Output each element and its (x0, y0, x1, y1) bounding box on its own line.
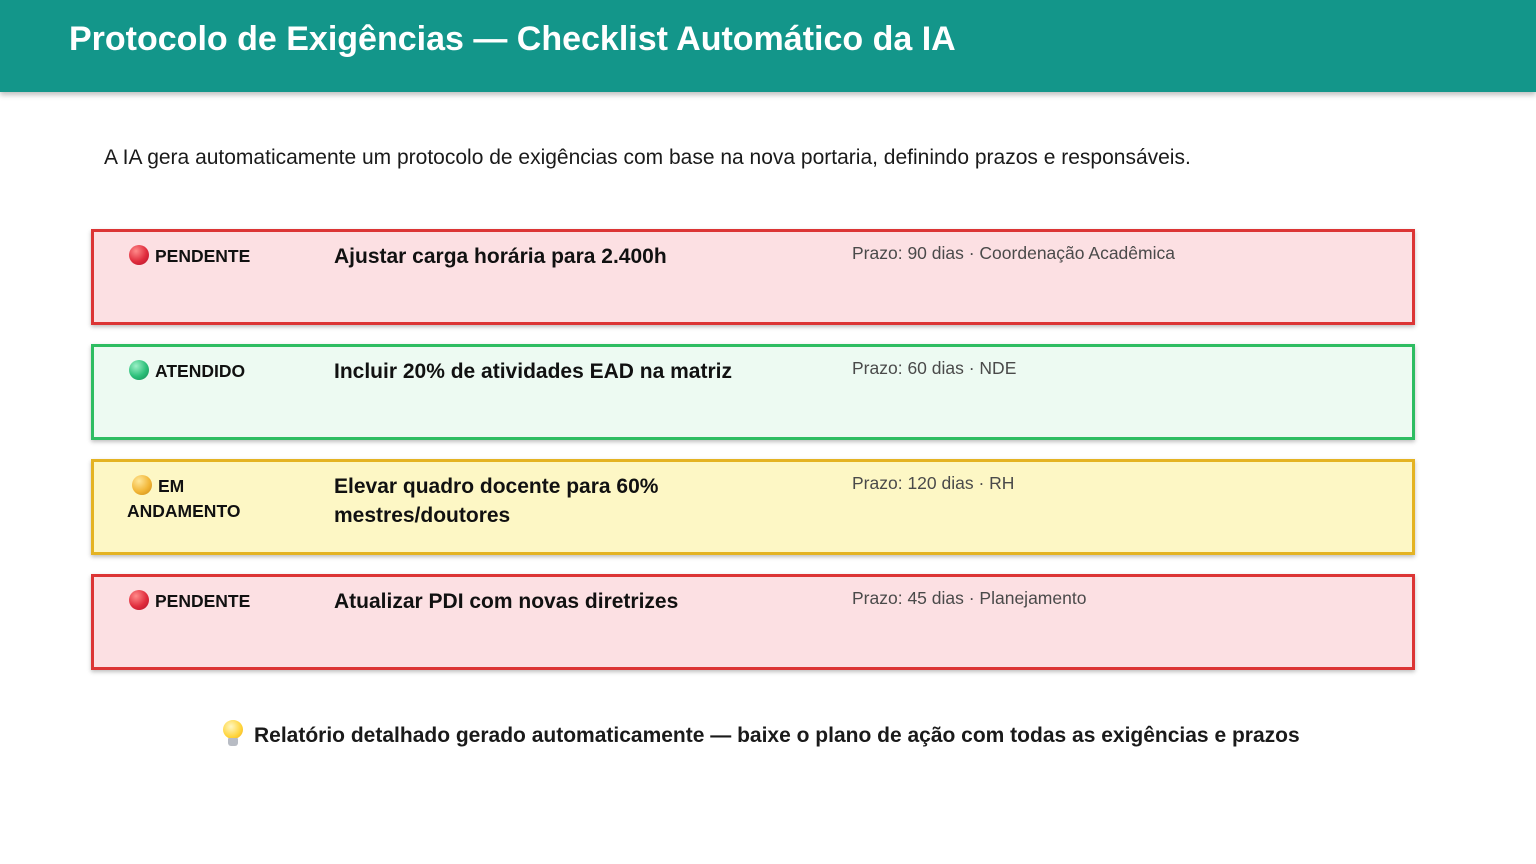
status-badge (129, 589, 299, 614)
lightbulb-icon (222, 720, 244, 748)
footer-note (222, 720, 1300, 748)
checklist-item-3[interactable] (91, 459, 1415, 555)
status-badge (129, 359, 299, 384)
task-title: Incluir 20% de atividades EAD na matriz (334, 360, 732, 383)
checklist-item-4[interactable] (91, 574, 1415, 670)
task-deadline-owner: Prazo: 120 dias · RH (852, 473, 1015, 493)
page-header (0, 0, 1536, 92)
checklist-item-1[interactable] (91, 229, 1415, 325)
red-status-icon (129, 590, 149, 610)
footer-text: Relatório detalhado gerado automaticamente — baixe o plano de ação com todas as exigências e prazos (254, 724, 1300, 747)
checklist-item-2[interactable] (91, 344, 1415, 440)
task-title: Elevar quadro docente para 60% mestres/doutores (334, 475, 659, 527)
intro-text: A IA gera automaticamente um protocolo de exigências com base na nova portaria, definindo prazos e responsáveis. (104, 146, 1191, 169)
status-badge (129, 244, 299, 269)
red-status-icon (129, 245, 149, 265)
task-title: Ajustar carga horária para 2.400h (334, 245, 667, 268)
status-badge (127, 474, 277, 524)
task-title: Atualizar PDI com novas diretrizes (334, 590, 679, 613)
task-deadline-owner: Prazo: 45 dias · Planejamento (852, 588, 1087, 608)
status-label: PENDENTE (155, 591, 251, 611)
status-label: PENDENTE (155, 246, 251, 266)
yellow-status-icon (132, 475, 152, 495)
status-label: ATENDIDO (155, 361, 246, 381)
task-deadline-owner: Prazo: 60 dias · NDE (852, 358, 1017, 378)
page-title: Protocolo de Exigências — Checklist Automático da IA (69, 20, 956, 58)
green-status-icon (129, 360, 149, 380)
task-deadline-owner: Prazo: 90 dias · Coordenação Acadêmica (852, 243, 1175, 263)
status-label: EM ANDAMENTO (127, 476, 241, 521)
